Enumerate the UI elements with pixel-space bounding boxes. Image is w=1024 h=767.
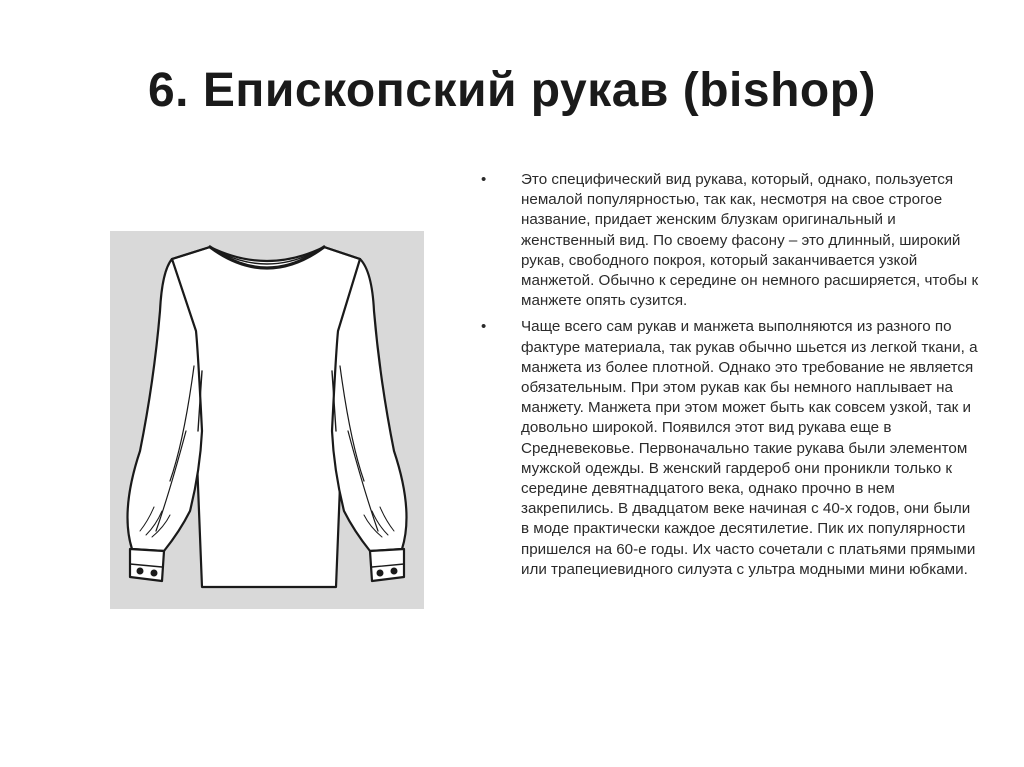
blouse-illustration	[110, 231, 424, 609]
bullet-list	[481, 170, 981, 586]
bullet-marker: •	[481, 318, 487, 336]
list-item	[481, 317, 981, 580]
bishop-sleeve-blouse-icon	[110, 231, 424, 609]
list-item	[481, 170, 981, 311]
slide-title: 6. Епископский рукав (bishop)	[147, 64, 877, 117]
bullet-text: Чаще всего сам рукав и манжета выполняются из разного по фактуре материала, так рукав обычно шьется из легкой ткани, а манжета из более плотной. Однако это требование не является обязательным. При этом рукав как бы немного наплывает на манжету. Манжета при этом может быть как совсем узкой, так и довольно широкой. Появился этот вид рукава еще в Средневековье. Первоначально такие рукава были элементом мужской одежды. В женский гардероб они проникли только к середине девятнадцатого века, однако прочно в нем закрепились. В двадцатом веке начиная с 40-х годов, они были в моде практически каждое десятилетие. Пик их популярности пришелся на 60-е годы. Их часто сочетали с платьями прямыми или трапециевидного силуэта с ультра модными мини юбками.	[521, 318, 978, 578]
bullet-marker: •	[481, 171, 487, 188]
bullet-text: Это специфический вид рукава, который, однако, пользуется немалой популярностью, так как, несмотря на свое строгое название, придает женским блузкам оригинальный и женственный вид. По своему фасону – это длинный, широкий рукав, свободного покроя, который заканчивается узкой манжетой. Обычно к середине он немного расширяется, чтобы к манжете опять сузится.	[521, 171, 979, 310]
